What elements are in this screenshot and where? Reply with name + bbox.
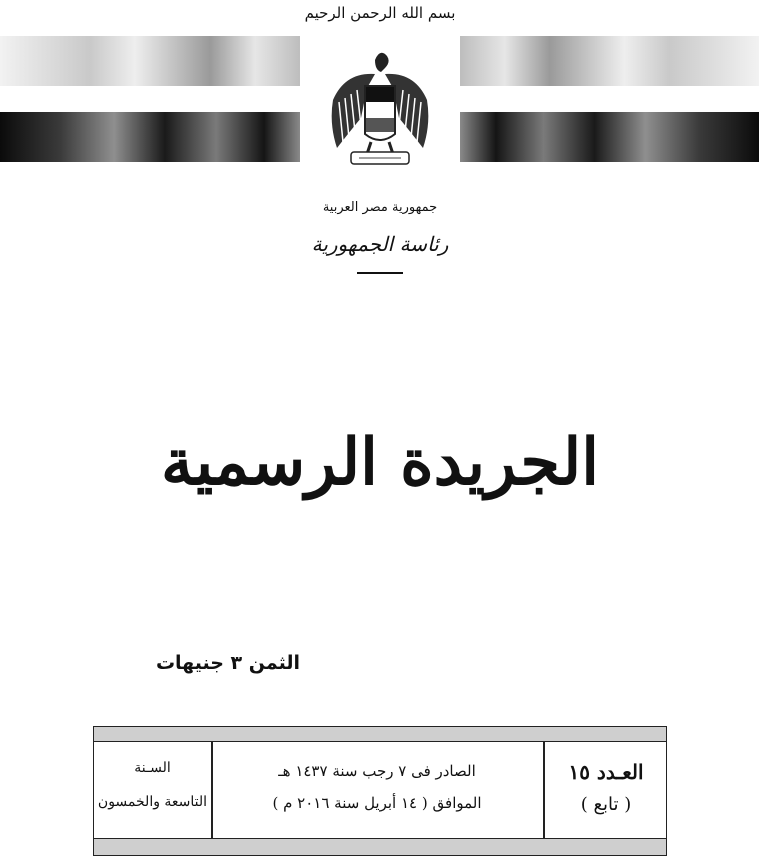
divider: [357, 272, 403, 274]
price-label: الثمن ٣ جنيهات: [155, 652, 300, 674]
year-value: التاسعة والخمسون: [97, 794, 208, 810]
decorative-band-bottom-right: [460, 112, 759, 162]
republic-name: جمهورية مصر العربية: [322, 200, 438, 215]
basmala-header: بسم الله الرحمن الرحيم: [304, 4, 456, 22]
issue-date-hijri: الصادر فى ٧ رجب سنة ١٤٣٧ هـ: [278, 762, 476, 780]
year-label: السـنة: [134, 760, 171, 776]
issue-suffix: ( تابع ): [580, 794, 632, 815]
column-divider: [543, 742, 545, 838]
presidency-name: رئاسة الجمهورية: [311, 232, 449, 256]
decorative-band-top-left: [0, 36, 300, 86]
decorative-band-bottom-left: [0, 112, 300, 162]
column-divider: [211, 742, 213, 838]
eagle-emblem-icon: [315, 42, 445, 172]
issue-number: العـدد ١٥: [568, 760, 644, 784]
gazette-title: الجريدة الرسمية: [161, 425, 599, 500]
decorative-band-top-right: [460, 36, 759, 86]
issue-info-box: [93, 742, 667, 838]
issue-date-gregorian: الموافق ( ١٤ أبريل سنة ٢٠١٦ م ): [272, 794, 482, 812]
info-box-bottom-bar: [93, 838, 667, 856]
info-box-top-bar: [93, 726, 667, 742]
